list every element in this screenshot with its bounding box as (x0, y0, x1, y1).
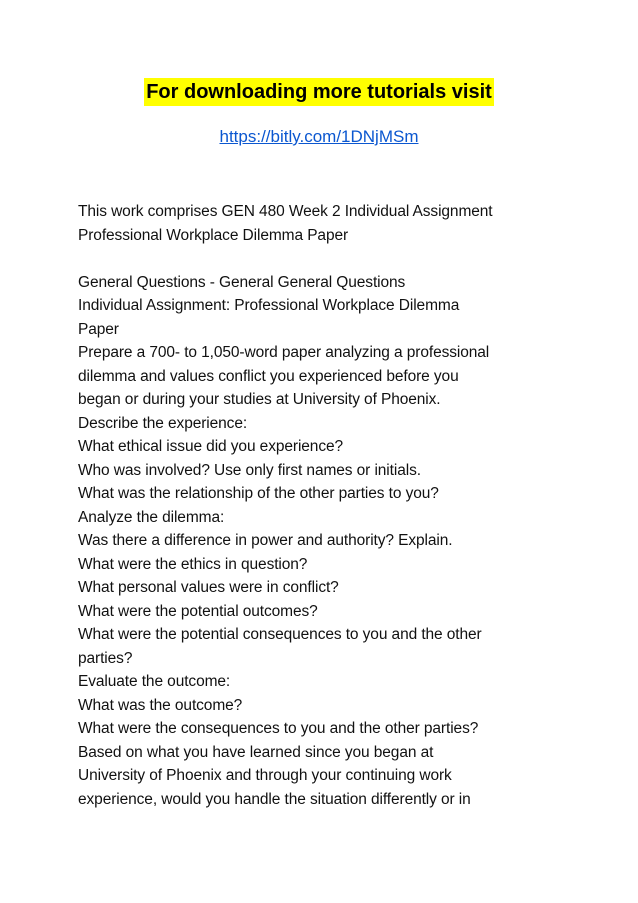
content-line: What were the consequences to you and the other parties? (78, 720, 479, 737)
link-container (0, 126, 638, 148)
content-line: General Questions - General General Questions (78, 273, 406, 291)
document-body (78, 200, 568, 811)
content-line: What were the potential consequences to you and the other (78, 626, 482, 643)
paragraph-gap (78, 247, 568, 271)
intro-line: This work comprises GEN 480 Week 2 Individual Assignment (78, 203, 493, 220)
title-container (0, 78, 638, 106)
content-line: What were the ethics in question? (78, 555, 308, 573)
content-line: dilemma and values conflict you experienced before you (78, 367, 459, 385)
content-line: began or during your studies at University of Phoenix. (78, 391, 441, 408)
content-line: Based on what you have learned since you began at (78, 743, 434, 761)
content-line: Who was involved? Use only first names or initials. (78, 461, 421, 479)
section-heading: Analyze the dilemma: (78, 508, 225, 526)
intro-line: Professional Workplace Dilemma Paper (78, 226, 349, 244)
page-title: For downloading more tutorials visit (144, 78, 494, 106)
content-line: What personal values were in conflict? (78, 579, 339, 596)
content-line: parties? (78, 649, 133, 667)
content-line: Was there a difference in power and authority? Explain. (78, 532, 453, 549)
content-line: What was the relationship of the other parties to you? (78, 485, 439, 502)
section-heading: Describe the experience: (78, 414, 248, 432)
section-heading: Evaluate the outcome: (78, 673, 231, 690)
tutorial-link[interactable]: https://bitly.com/1DNjMSm (219, 127, 419, 146)
content-line: Paper (78, 320, 119, 338)
content-line: What ethical issue did you experience? (78, 438, 344, 455)
content-line: What was the outcome? (78, 696, 243, 714)
content-line: experience, would you handle the situation differently or in (78, 790, 471, 808)
content-line: Prepare a 700- to 1,050-word paper analyzing a professional (78, 344, 490, 361)
content-line: University of Phoenix and through your continuing work (78, 767, 452, 784)
content-line: Individual Assignment: Professional Workplace Dilemma (78, 297, 460, 314)
content-line: What were the potential outcomes? (78, 602, 318, 620)
